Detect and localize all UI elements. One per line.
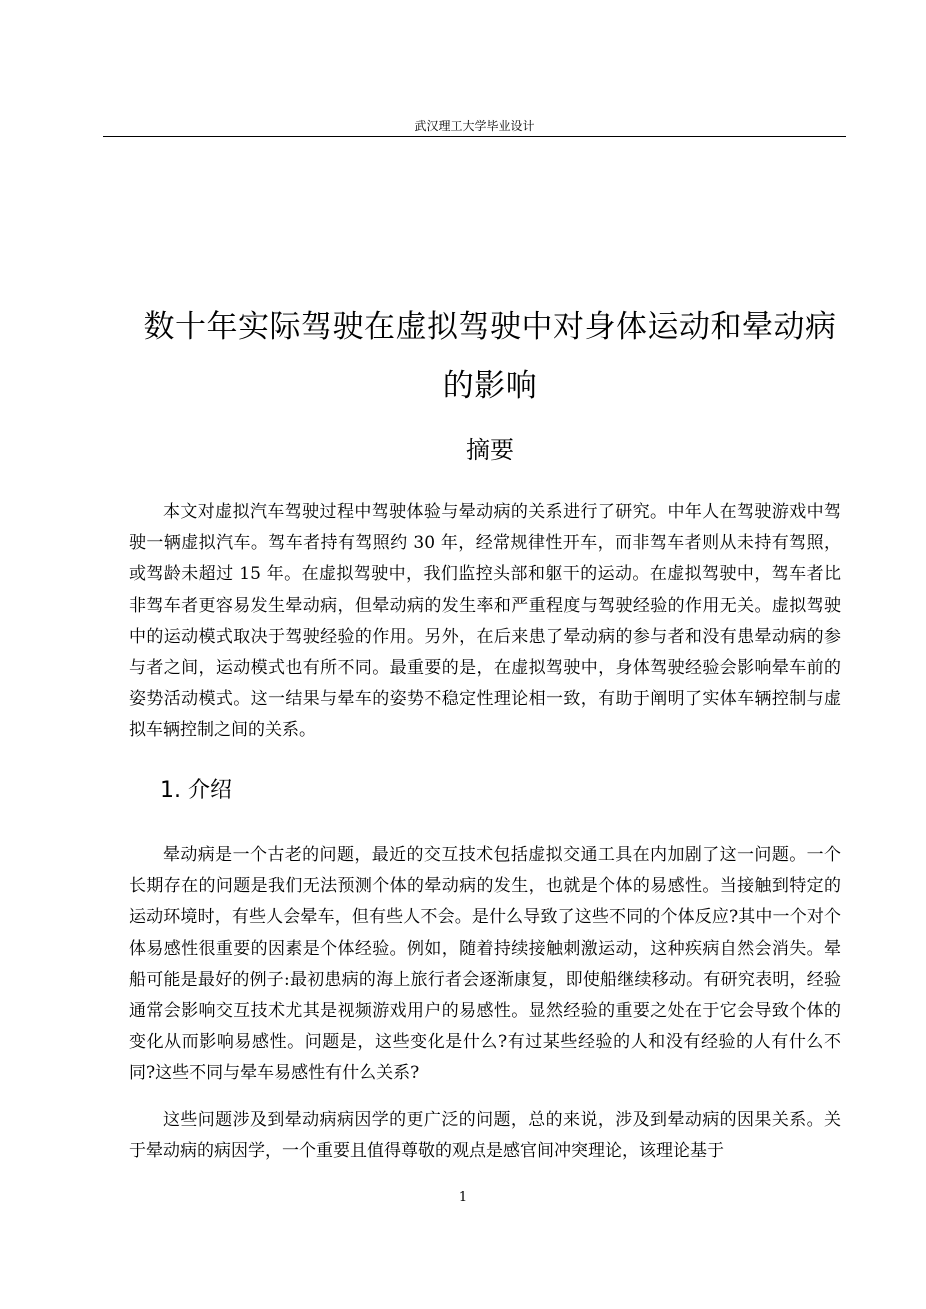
page-header: 武汉理工大学毕业设计 bbox=[414, 119, 535, 133]
intro-paragraph-2: 这些问题涉及到晕动病病因学的更广泛的问题，总的来说，涉及到晕动病的因果关系。关于晕动病的病因学，一个重要且值得尊敬的观点是感官间冲突理论，该理论基于 bbox=[129, 1110, 841, 1162]
abstract-paragraph: 本文对虚拟汽车驾驶过程中驾驶体验与晕动病的关系进行了研究。中年人在驾驶游戏中驾驶一辆虚拟汽车。驾车者持有驾照约 30 年，经常规律性开车，而非驾车者则从未持有驾照，或驾龄未超过 15 年。在虚拟驾驶中，我们监控头部和躯干的运动。在虚拟驾驶中，驾车者比非驾车者更容易发生晕动病，但晕动病的发生率和严重程度与驾驶经验的作用无关。虚拟驾驶中的运动模式取决于驾驶经验的作用。另外，在后来患了晕动病的参与者和没有患晕动病的参与者之间，运动模式也有所不同。最重要的是，在虚拟驾驶中，身体驾驶经验会影响晕车前的姿势活动模式。这一结果与晕车的姿势不稳定性理论相一致，有助于阐明了实体车辆控制与虚拟车辆控制之间的关系。 bbox=[129, 502, 841, 741]
intro-paragraph-1: 晕动病是一个古老的问题，最近的交互技术包括虚拟交通工具在内加剧了这一问题。一个长期存在的问题是我们无法预测个体的晕动病的发生，也就是个体的易感性。当接触到特定的运动环境时，有些人会晕车，但有些人不会。是什么导致了这些不同的个体反应?其中一个对个体易感性很重要的因素是个体经验。例如，随着持续接触刺激运动，这种疾病自然会消失。晕船可能是最好的例子:最初患病的海上旅行者会逐渐康复，即使船继续移动。有研究表明，经验通常会影响交互技术尤其是视频游戏用户的易感性。显然经验的重要之处在于它会导致个体的变化从而影响易感性。问题是，这些变化是什么?有过某些经验的人和没有经验的人有什么不同?这些不同与晕车易感性有什么关系? bbox=[129, 845, 841, 1084]
document-title: 数十年实际驾驶在虚拟驾驶中对身体运动和晕动病的影响 bbox=[143, 309, 837, 404]
header-rule bbox=[103, 136, 846, 137]
section-heading-introduction: 1. 介绍 bbox=[160, 778, 232, 803]
abstract-heading: 摘要 bbox=[466, 436, 514, 464]
page-number: 1 bbox=[458, 1190, 468, 1205]
